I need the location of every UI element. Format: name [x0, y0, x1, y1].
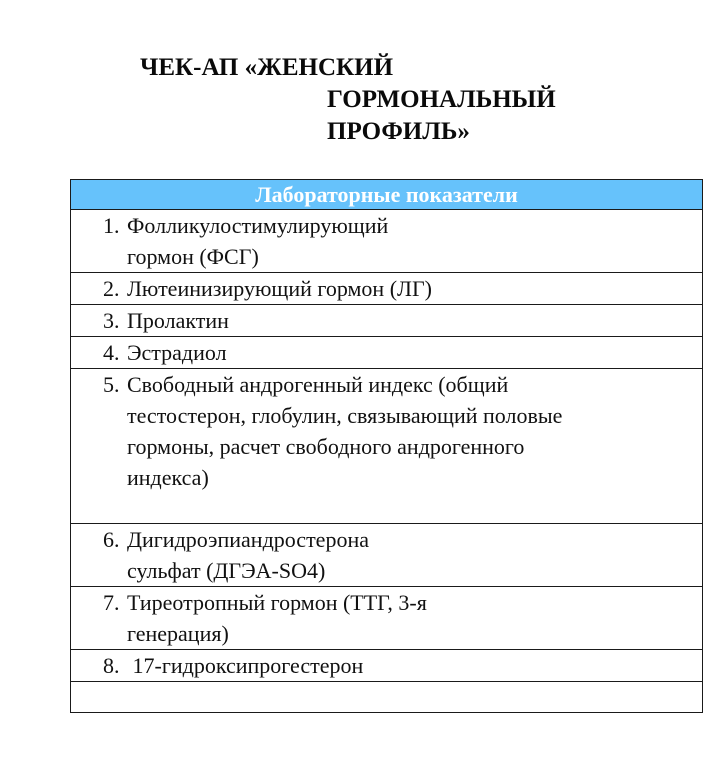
- item-number: 8.: [103, 653, 120, 678]
- item-number: 2.: [103, 276, 120, 301]
- page-title-line-3: ПРОФИЛЬ»: [327, 118, 470, 145]
- table-row: [71, 650, 703, 682]
- item-text: Эстрадиол: [127, 340, 227, 365]
- item-text: гормон (ФСГ): [127, 244, 259, 269]
- lab-tests-table: [70, 179, 703, 713]
- item-text: Тиреотропный гормон (ТТГ, 3-я: [127, 590, 427, 615]
- item-text: тестостерон, глобулин, связывающий половые: [127, 403, 563, 428]
- table-header: Лабораторные показатели: [71, 180, 703, 210]
- item-text: индекса): [127, 465, 209, 490]
- table-row: [71, 273, 703, 305]
- item-number: 1.: [103, 213, 120, 238]
- table-row: [71, 337, 703, 369]
- page-title-line-2: ГОРМОНАЛЬНЫЙ: [327, 86, 556, 113]
- table-row: [71, 524, 703, 587]
- table-row: [71, 369, 703, 524]
- item-text: Дигидроэпиандростерона: [127, 527, 369, 552]
- item-text: Фолликулостимулирующий: [127, 213, 389, 238]
- item-text: 17-гидроксипрогестерон: [127, 653, 364, 678]
- item-text: Пролактин: [127, 308, 229, 333]
- item-text: генерация): [127, 621, 229, 646]
- page-title-line-1: ЧЕК-АП «ЖЕНСКИЙ: [140, 54, 394, 81]
- table-row: [71, 587, 703, 650]
- item-number: 6.: [103, 527, 120, 552]
- item-number: 5.: [103, 372, 120, 397]
- item-text: сульфат (ДГЭА-SO4): [127, 558, 326, 583]
- item-text: Лютеинизирующий гормон (ЛГ): [127, 276, 432, 301]
- item-number: 3.: [103, 308, 120, 333]
- table-row: [71, 305, 703, 337]
- item-number: 4.: [103, 340, 120, 365]
- item-number: 7.: [103, 590, 120, 615]
- table-row: [71, 210, 703, 273]
- table-row-empty: [71, 682, 703, 713]
- item-text: Свободный андрогенный индекс (общий: [127, 372, 509, 397]
- item-text: гормоны, расчет свободного андрогенного: [127, 434, 525, 459]
